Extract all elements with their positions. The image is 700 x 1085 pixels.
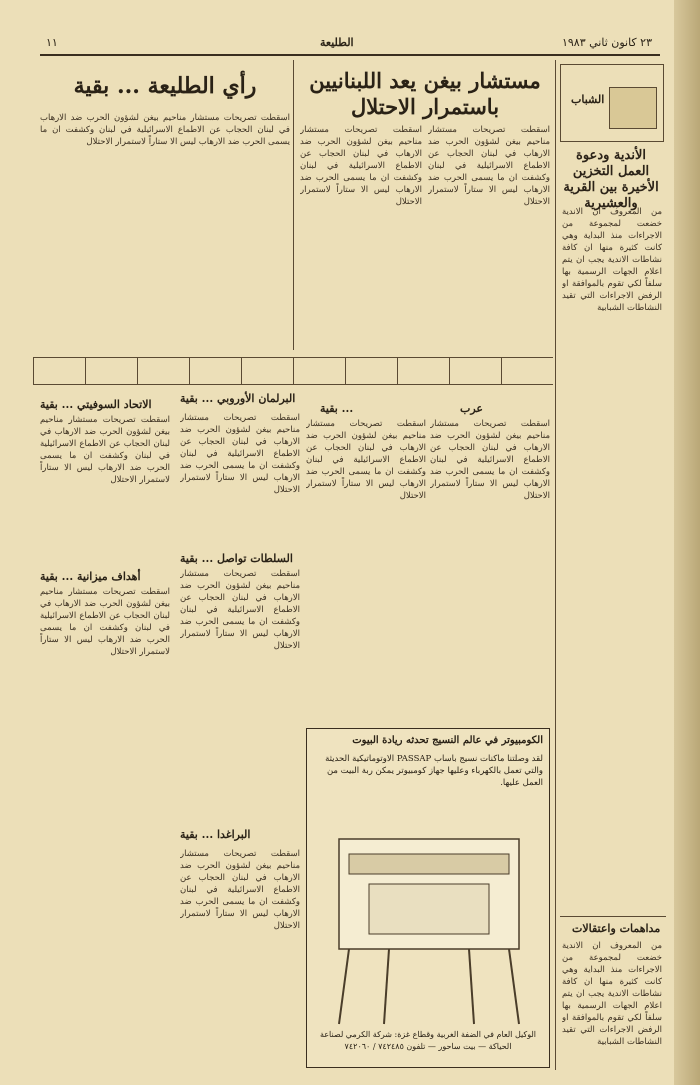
ad-text: لقد وصلتنا ماكنات نسيج باساب PASSAP الاوتوماتيكية الحديثة والتي تعمل بالكهرباء وعليها جهاز كومبيوتر يمكن ربة البيت من العمل عليها. bbox=[325, 754, 543, 788]
lower-text-4: اسقطت تصريحات مستشار مناحيم بيغن لشؤون الحرب ضد الارهاب في لبنان الحجاب عن الاطماع الاسرائيلية في لبنان وكشفت ان ما يسمى الحرب ضد الارهاب ليس الا ستاراً لاستمرار الاحتلال bbox=[40, 415, 170, 485]
sub-headline-3: السلطات تواصل ... بقية bbox=[180, 552, 293, 565]
lower-text-2: اسقطت تصريحات مستشار مناحيم بيغن لشؤون الحرب ضد الارهاب في لبنان الحجاب عن الاطماع الاسرائيلية في لبنان وكشفت ان ما يسمى الحرب ضد الارهاب ليس الا ستاراً لاستمرار الاحتلال bbox=[306, 419, 426, 501]
shabab-logo-icon bbox=[609, 87, 657, 129]
sub-headline-1: البرلمان الأوروبي ... بقية bbox=[180, 392, 296, 405]
page-header bbox=[40, 32, 660, 56]
notice-rule bbox=[560, 916, 666, 917]
sub-headline-6: ... بقية bbox=[320, 402, 354, 415]
main-text-col-1: اسقطت تصريحات مستشار مناحيم بيغن لشؤون الحرب ضد الارهاب في لبنان الحجاب عن الاطماع الاسرائيلية في لبنان وكشفت ان ما يسمى الحرب ضد الارهاب ليس الا ستاراً لاستمرار الاحتلال bbox=[428, 125, 550, 207]
header-paper-name: الطليعة bbox=[320, 36, 354, 49]
lower-text-7: اسقطت تصريحات مستشار مناحيم بيغن لشؤون الحرب ضد الارهاب في لبنان الحجاب عن الاطماع الاسرائيلية في لبنان وكشفت ان ما يسمى الحرب ضد الارهاب ليس الا ستاراً لاستمرار الاحتلال bbox=[180, 849, 300, 931]
column-divider bbox=[555, 60, 556, 1070]
knitting-machine-ad bbox=[306, 728, 550, 1068]
lower-text-5: اسقطت تصريحات مستشار مناحيم بيغن لشؤون الحرب ضد الارهاب في لبنان الحجاب عن الاطماع الاسرائيلية في لبنان وكشفت ان ما يسمى الحرب ضد الارهاب ليس الا ستاراً لاستمرار الاحتلال bbox=[180, 569, 300, 651]
editorial-headline: رأي الطليعة ... بقية bbox=[73, 73, 257, 99]
page-edge bbox=[674, 0, 700, 1085]
lower-text-1: اسقطت تصريحات مستشار مناحيم بيغن لشؤون الحرب ضد الارهاب في لبنان الحجاب عن الاطماع الاسرائيلية في لبنان وكشفت ان ما يسمى الحرب ضد الارهاب ليس الا ستاراً لاستمرار الاحتلال bbox=[430, 419, 550, 501]
ad-title: الكومبيوتر في عالم النسيج تحدثه ريادة البيوت bbox=[352, 735, 543, 746]
main-headline: مستشار بيغن يعد اللبنانيين باستمرار الاحتلال bbox=[309, 68, 541, 119]
ad-caption: الوكيل العام في الضفة الغربية وقطاع غزة: شركة الكرمي لصناعة الحياكة — بيت ساحور — تلفون ٧٤٢٤٨٥ / ٧٤٢٠٦٠ bbox=[319, 1030, 537, 1051]
header-date: ٢٣ كانون ثاني ١٩٨٣ bbox=[561, 36, 652, 49]
notice-headline: مداهمات واعتقالات bbox=[572, 922, 661, 935]
knitting-machine-icon bbox=[329, 799, 529, 1029]
sub-headline-5: البراغدا ... بقية bbox=[180, 828, 251, 841]
shabab-box bbox=[560, 64, 664, 142]
youth-column-text: من المعروف ان الاندية خضعت لمجموعة من الاجراءات منذ البداية وهي كانت كثيرة منها ان كافة نشاطات الاندية يجب ان يتم اعلام الجهات الرسمية بها سلفاً لكي تقوم بالموافقة او الرفض الاجراءات التي تقيد النشاطات الشبابية bbox=[562, 207, 662, 313]
header-page-number: ١١ bbox=[46, 36, 58, 49]
youth-headline: الأندية ودعوة العمل التخزين الأخيرة بين القرية والعشيرية bbox=[563, 148, 659, 211]
lower-text-3: اسقطت تصريحات مستشار مناحيم بيغن لشؤون الحرب ضد الارهاب في لبنان الحجاب عن الاطماع الاسرائيلية في لبنان وكشفت ان ما يسمى الحرب ضد الارهاب ليس الا ستاراً لاستمرار الاحتلال bbox=[180, 413, 300, 495]
main-text-col-2: اسقطت تصريحات مستشار مناحيم بيغن لشؤون الحرب ضد الارهاب في لبنان الحجاب عن الاطماع الاسرائيلية في لبنان وكشفت ان ما يسمى الحرب ضد الارهاب ليس الا ستاراً لاستمرار الاحتلال bbox=[300, 125, 422, 207]
shabab-label: الشباب bbox=[571, 93, 605, 106]
sub-headline-2: الاتحاد السوفيتي ... بقية bbox=[40, 398, 152, 411]
editorial-text: اسقطت تصريحات مستشار مناحيم بيغن لشؤون الحرب ضد الارهاب في لبنان الحجاب عن الاطماع الاسرائيلية في لبنان وكشفت ان ما يسمى الحرب ضد الارهاب ليس الا ستاراً لاستمرار الاحتلال bbox=[40, 113, 290, 147]
notice-text: من المعروف ان الاندية خضعت لمجموعة من الاجراءات منذ البداية وهي كانت كثيرة منها ان كافة نشاطات الاندية يجب ان يتم اعلام الجهات الرسمية بها سلفاً لكي تقوم بالموافقة او الرفض الاجراءات التي تقيد النشاطات الشبابية bbox=[562, 941, 662, 1047]
lower-text-6: اسقطت تصريحات مستشار مناحيم بيغن لشؤون الحرب ضد الارهاب في لبنان الحجاب عن الاطماع الاسرائيلية في لبنان وكشفت ان ما يسمى الحرب ضد الارهاب ليس الا ستاراً لاستمرار الاحتلال bbox=[40, 587, 170, 657]
sub-headline-4: أهداف ميزانية ... بقية bbox=[40, 570, 141, 583]
column-divider bbox=[293, 60, 294, 350]
sub-headline-7: عرب bbox=[460, 402, 483, 415]
table-strip bbox=[33, 357, 553, 385]
